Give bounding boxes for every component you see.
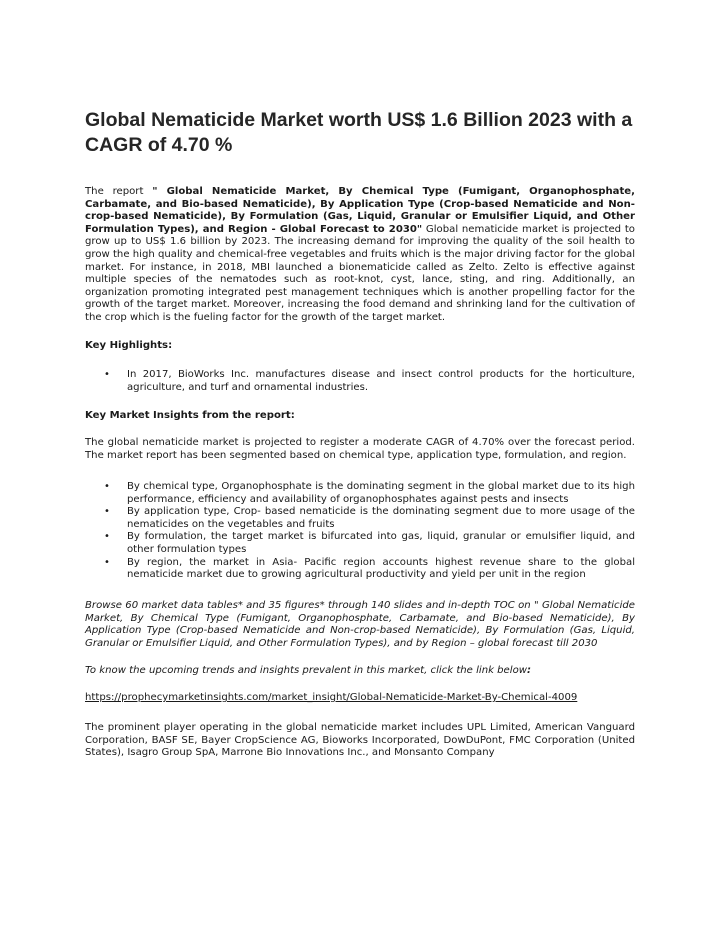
trends-paragraph	[85, 665, 635, 678]
bullet-icon: •	[104, 556, 110, 568]
list-item-text: By formulation, the target market is bifurcated into gas, liquid, granular or emulsifier liquid, and other formulation types	[127, 531, 635, 555]
intro-paragraph	[85, 186, 635, 325]
list-item	[85, 369, 635, 394]
list-item	[85, 557, 635, 582]
intro-lead: The report	[85, 186, 153, 197]
list-item-text: By region, the market in Asia- Pacific region accounts highest revenue share to the global nematicide market due to growing agricultural productivity and yield per unit in the region	[127, 556, 635, 581]
report-link[interactable]: https://prophecymarketinsights.com/market_insight/Global-Nematicide-Market-By-Chemical-4009	[85, 692, 578, 703]
page-title: Global Nematicide Market worth US$ 1.6 Billion 2023 with a CAGR of 4.70 %	[85, 109, 633, 156]
key-highlights-heading: Key Highlights:	[85, 340, 173, 351]
bullet-icon: •	[104, 531, 110, 543]
list-item	[85, 531, 635, 556]
list-item-text: By application type, Crop- based nematicide is the dominating segment due to more usage of the nematicides on the vegetables and fruits	[127, 506, 635, 530]
intro-body: Global nematicide market is projected to grow up to US$ 1.6 billion by 2023. The increasing demand for improving the quality of the soil health to grow the high quality and chemical-free vegetables and fruits which is the major driving factor for the global market. For instance, in 2018, MBI launched a bionematicide called as Zelto. Zelto is effective against multiple species of the nematodes such as root-knot, cyst, lance, sting, and ring. Additionally, an organization promoting integrated pest management techniques which is another propelling factor for the growth of the target market. Moreover, increasing the food demand and shrinking land for the cultivation of the crop which is the fueling factor for the growth of the target market.	[85, 223, 635, 323]
browse-paragraph: Browse 60 market data tables* and 35 figures* through 140 slides and in-depth TOC on " Global Nematicide Market, By Chemical Type (Fumigant, Organophosphate, Carbamate, and Bio-based Nematicide), By Application Type (Crop-based Nematicide and Non-crop-based Nematicide), By Formulation (Gas, Liquid, Granular or Emulsifier Liquid, and Other Formulation Types), and by Region – global forecast till 2030	[85, 600, 635, 649]
players-paragraph: The prominent player operating in the global nematicide market includes UPL Limited, American Vanguard Corporation, BASF SE, Bayer CropScience AG, Bioworks Incorporated, DowDuPont, FMC Corporation (United States), Isagro Group SpA, Marrone Bio Innovations Inc., and Monsanto Company	[85, 722, 635, 759]
insights-heading: Key Market Insights from the report:	[85, 410, 295, 421]
trends-colon: :	[527, 665, 532, 676]
bullet-icon: •	[104, 481, 110, 492]
key-highlights-list	[85, 369, 635, 394]
bullet-icon: •	[104, 506, 110, 518]
insights-list	[85, 481, 635, 582]
bullet-icon: •	[104, 369, 110, 380]
trends-text: To know the upcoming trends and insights prevalent in this market, click the link below	[85, 665, 528, 676]
list-item-text: In 2017, BioWorks Inc. manufactures disease and insect control products for the horticulture, agriculture, and turf and ornamental industries.	[127, 369, 635, 393]
report-link-line	[85, 692, 635, 705]
list-item-text: By chemical type, Organophosphate is the dominating segment in the global market due to its high performance, efficiency and availability of organophosphates against pests and insects	[127, 481, 635, 505]
list-item	[85, 481, 635, 506]
report-title: " Global Nematicide Market, By Chemical Type (Fumigant, Organophosphate, Carbamate, and Bio-based Nematicide), By Application Type (Crop-based Nematicide and Non-crop-based Nematicide), By Formulation (Gas, Liquid, Granular or Emulsifier Liquid, and Other Formulation Types), and Region - Global Forecast to 2030"	[85, 186, 635, 235]
list-item	[85, 506, 635, 531]
insights-paragraph: The global nematicide market is projected to register a moderate CAGR of 4.70% over the forecast period. The market report has been segmented based on chemical type, application type, formulation, and region.	[85, 437, 635, 461]
